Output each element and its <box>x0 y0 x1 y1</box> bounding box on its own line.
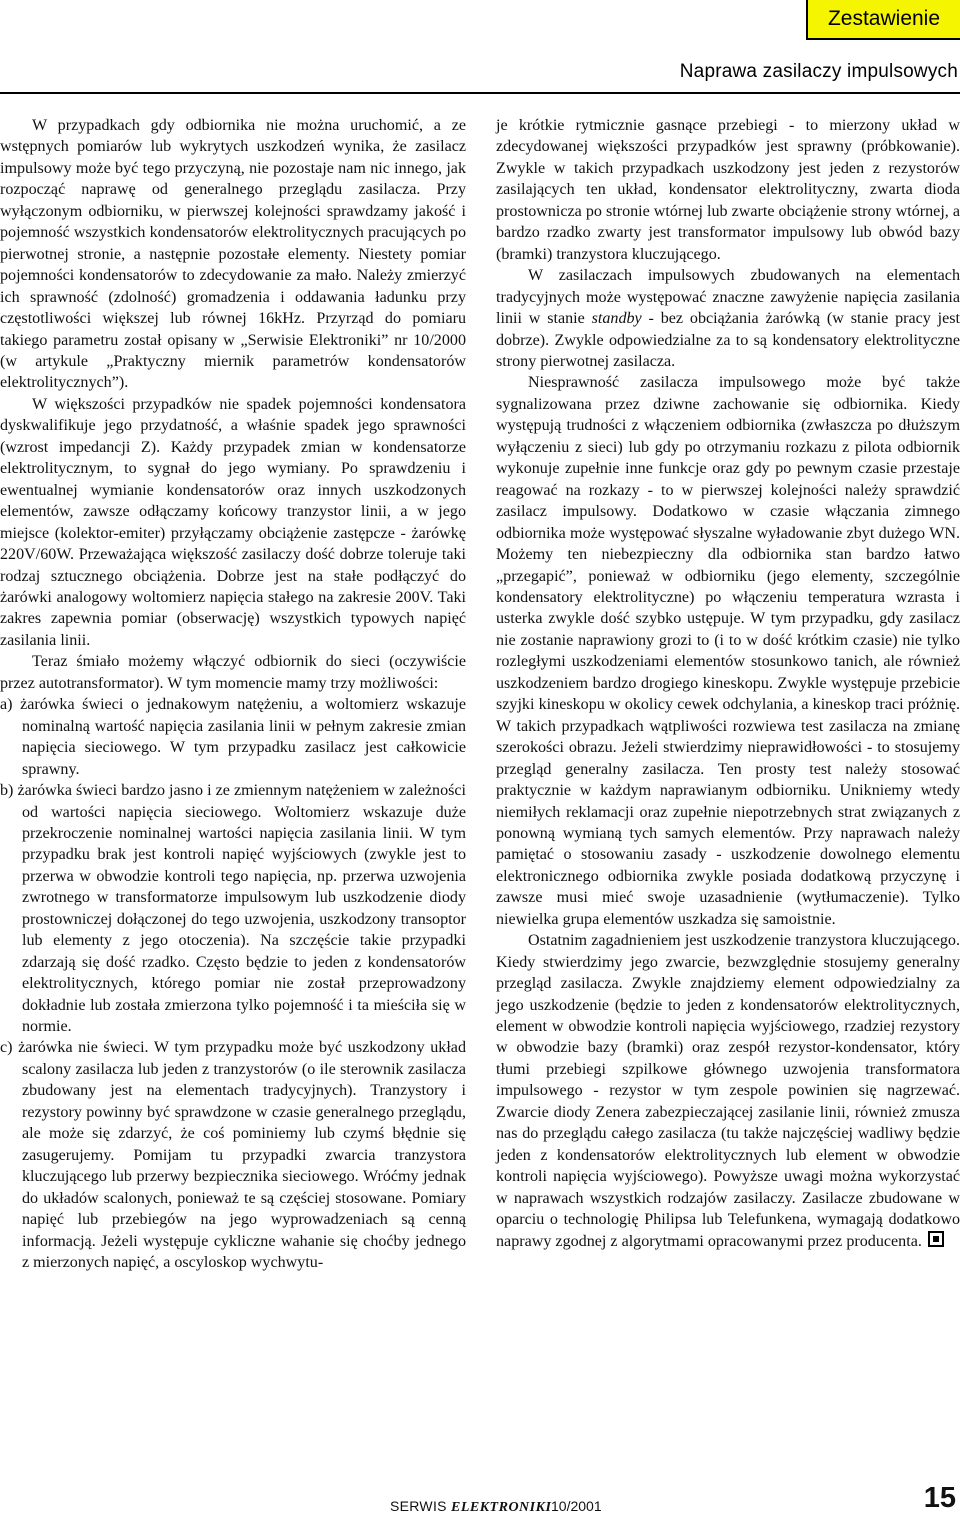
paragraph-text: W zasilaczach impulsowych zbudowanych na elementach tradycyjnych może występować znaczne zawyżenie napięcia zasilania linii w stanie <box>496 267 960 328</box>
list-item-c: c) żarówka nie świeci. W tym przypadku może być uszkodzony układ scalony zasilacza lub jeden z tranzystorów (o ile sterownik zasilacza zbudowany jest na elementach tradycyjnych). Tranzystory i rezystory powinny być sprawdzone w czasie generalnego przeglądu, ale może się zdarzyć, że coś pominiemy lub czymś błędnie się zasugerujemy. Pomijam tu przypadki zwarcia tranzystora kluczującego lub przerwy bezpiecznika sieciowego. Wróćmy jednak do układów scalonych, ponieważ te są częściej stosowane. Pomiary napięć lub przebiegów na jego wyprowadzeniach są cenną informacją. Jeżeli występuje cykliczne wahanie się choćby jednego z mierzonych napięć, a oscyloskop wychwytu- <box>0 1039 466 1272</box>
magazine-prefix: SERWIS <box>390 1498 447 1514</box>
paragraph: W większości przypadków nie spadek pojemności kondensatora dyskwalifikuje jego przydatność, a właśnie spadek jego sprawności (wzrost impedancji Z). Każdy przypadek zmian w kondensatorze elektrolitycznym, to sygnał do jego wymiany. Po sprawdzeniu i ewentualnej wymianie kondensatorów oraz innych uszkodzonych elementów, zawsze odłączamy końcowy tranzystor linii, a w jego miejsce (kolektor-emiter) przyłączamy obciążenie zastępcze - żarówkę 220V/60W. Przeważająca większość zasilaczy dość dobrze toleruje taki rodzaj sztucznego obciążenia. Dobrze jest na stałe podłączyć do żarówki analogowy woltomierz napięcia stałego na zakresie 200V. Taki zakres zapewnia pomiar (obserwację) wszystkich typowych napięć zasilania linii. <box>0 395 466 649</box>
right-text-column <box>496 115 960 1252</box>
paragraph <box>496 930 960 1252</box>
header-rule <box>0 92 960 94</box>
section-label-tab <box>806 0 960 40</box>
end-of-article-icon <box>928 1231 944 1247</box>
paragraph: je krótkie rytmicznie gasnące przebiegi - to mierzony układ w zdecydowanej większości przypadków jest sprawny (próbkowanie). Zwykle w takich przypadkach uszkodzony jest jeden z rezystorów zasilających ten układ, kondensator elektrolityczny, zwarta dioda prostownicza po stronie wtórnej lub zwarte obciążenie strony wtórnej, a bardzo rzadko zwarty jest transformator impulsowy lub obwód bazy (bramki) tranzystora kluczującego. <box>496 117 960 263</box>
list-item-a: a) żarówka świeci o jednakowym natężeniu, a woltomierz wskazuje nominalną wartość napięcia zasilania linii w pełnym zakresie zmian napięcia sieciowego. W tym przypadku zasilacz jest całkowicie sprawny. <box>0 696 466 778</box>
article-running-title: Naprawa zasilaczy impulsowych <box>679 61 958 82</box>
paragraph: W przypadkach gdy odbiornika nie można uruchomić, a ze wstępnych pomiarów lub wykrytych uszkodzeń wynika, że zasilacz impulsowy może być tego przyczyną, nie pozostaje nam nic innego, jak rozpocząć naprawę od generalnego przeglądu zasilacza. Przy wyłączonym odbiorniku, w pierwszej kolejności sprawdzamy jakość i pojemność wszystkich kondensatorów elektrolitycznych pracujących po pierwotnej stronie, a następnie pozostałe elementy. Niestety pomiar pojemności kondensatorów to zdecydowanie za mało. Należy zmierzyć ich sprawność (zdolność) gromadzenia i oddawania ładunku przy częstotliwości większej lub równej 16kHz. Przyrząd do pomiaru takiego parametru został opisany w „Serwisie Elektroniki” nr 10/2000 (w artykule „Praktyczny miernik parametrów kondensatorów elektrolitycznych”). <box>0 117 466 392</box>
section-label: Zestawienie <box>827 7 941 30</box>
paragraph-text: Ostatnim zagadnieniem jest uszkodzenie tranzystora kluczującego. Kiedy stwierdzimy jego zwarcie, bezwzględnie stosujemy generalny przegląd zasilacza. Zwykle znajdziemy element odpowiedzialny za jego uszkodzenie (będzie to jeden z kondensatorów elektrolitycznych, element w obwodzie kontroli napięcia wyjściowego, rzadziej rezystory w obwodzie bazy (bramki) oraz zespół rezystor-kondensator, który tłumi przebiegi szpilkowe głównego uzwojenia transformatora impulsowego - rezystor w tym zespole powinien się nagrzewać. Zwarcie diody Zenera zabezpieczającej zasilanie linii, również zmusza nas do przeglądu całego zasilacza (tu także najczęściej wadliwy będzie jeden z kondensatorów elektrolitycznych lub element w obwodzie kontroli napięcia wyjściowego). Powyższe uwagi można wykorzystać w naprawach wszystkich rodzajów zasilaczy. Zasilacze zbudowane w oparciu o technologię Philipsa lub Telefunkena, wymagają dodatkowo naprawy zgodnej z algorytmami opracowanymi przez producenta. <box>496 932 960 1250</box>
paragraph-text: - bez obciążania żarówką (w stanie pracy jest dobrze). Zwykle odpowiedzialne za to są kondensatory elektrolityczne strony pierwotnej zasilacza. <box>496 310 960 370</box>
paragraph <box>496 265 960 372</box>
page-footer <box>0 1482 960 1518</box>
list-item-b: b) żarówka świeci bardzo jasno i ze zmiennym natężeniem w zależności od wartości napięcia sieciowego. Woltomierz wskazuje duże przekroczenie nominalnej wartości napięcia zasilania linii. W tym przypadku brak jest kontroli napięć wyjściowych (zwykle jest to przerwa w obwodzie kontroli tego napięcia, np. przerwa uzwojenia zwrotnego w transformatorze impulsowym lub uszkodzenie diody prostowniczej dołączonej do tego uzwojenia, uszkodzony transoptor lub elementy z jego otoczenia). Na szczęście takie przypadki zdarzają się dość rzadko. Często będzie to jeden z kondensatorów elektrolitycznych, którego pomiar nie został przeprowadzony dokładnie lub została zmierzona tylko pojemność i ta mieściła się w normie. <box>0 782 466 1036</box>
italic-term: standby <box>591 310 642 328</box>
magazine-name <box>390 1498 551 1516</box>
magazine-title: ELEKTRONIKI <box>450 1500 552 1515</box>
paragraph: Teraz śmiało możemy włączyć odbiornik do sieci (oczywiście przez autotransformator). W tym momencie mamy trzy możliwości: <box>0 653 466 692</box>
page-number: 15 <box>923 1482 956 1514</box>
left-text-column <box>0 115 466 1273</box>
paragraph: Niesprawność zasilacza impulsowego może być także sygnalizowana przez dziwne zachowanie się odbiornika. Kiedy występują trudności z włączeniem odbiornika (zwłaszcza po dłuższym wyłączeniu z sieci) lub gdy po otrzymaniu rozkazu z pilota odbiornik wykonuje zupełnie inne funkcje oraz gdy po pewnym czasie przestaje reagować na rozkazy - to w pierwszej kolejności należy sprawdzić zasilacz impulsowy. Dodatkowo w czasie włączania zimnego odbiornika może występować słyszalne wyładowanie zbyt dużego WN. Możemy ten niebezpieczny dla odbiornika stan bardzo łatwo „przegapić”, ponieważ w odbiorniku (jego elementy, szczególnie kondensatory elektrolityczne) po włączeniu temperatura wzrasta i usterka zwykle dość szybko ustępuje. W tym przypadku, gdy zasilacz nie zostanie naprawiony grozi to (i to w dość krótkim czasie) nie tylko rozległymi uszkodzeniami elementów stosunkowo tanich, ale również uszkodzeniem bardzo drogiego kineskopu. Zwykle występuje przebicie szyjki kineskopu w okolicy cewek odchylania, a kineskop traci próżnię. W takich przypadkach wątpliwości rozwiewa test zasilacza na zmianę szerokości obrazu. Jeżeli stwierdzimy nieprawidłowości - to stosujemy przegląd generalny zasilacza. Ten prosty test należy stosować praktycznie w każdym naprawianym odbiorniku. Unikniemy wtedy niemiłych reklamacji oraz zupełnie niepotrzebnych strat związanych z ponowną wymianą tych samych elementów. Przy naprawach należy pamiętać o stosowaniu zasady - uszkodzenie dowolnego elementu elektronicznego odbiornika zwykle posiada dodatkową przyczynę i zawsze musi mieć swoje uzasadnienie (wytłumaczenie). Tylko niewielka grupa elementów uszkadza się samoistnie. <box>496 374 960 928</box>
issue-number: 10/2001 <box>551 1498 602 1514</box>
